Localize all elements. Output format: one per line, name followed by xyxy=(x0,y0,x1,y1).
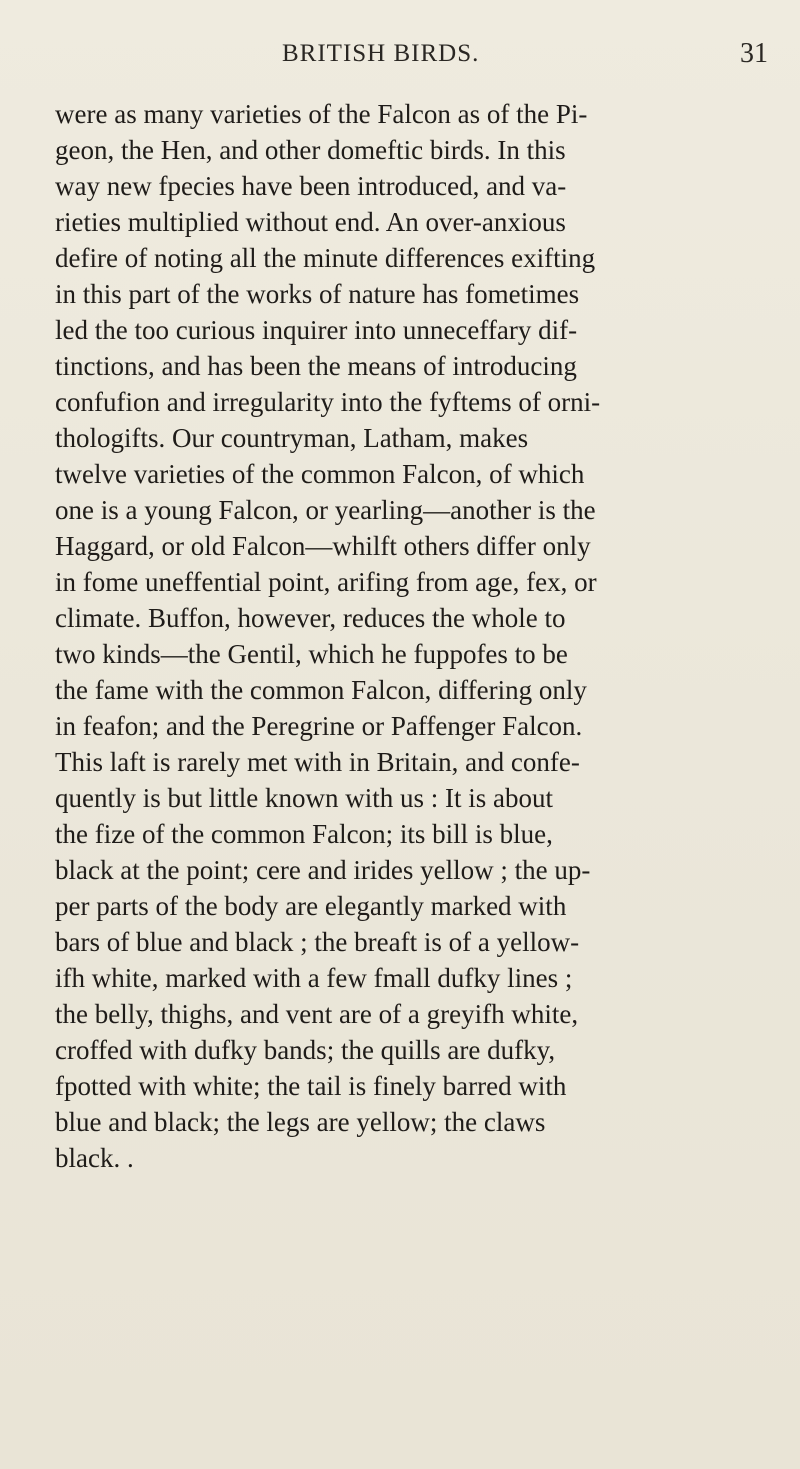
running-title: BRITISH BIRDS. xyxy=(282,40,480,67)
text-line: climate. Buffon, however, reduces the whole to xyxy=(55,603,566,633)
text-line: rieties multiplied without end. An over-anxious xyxy=(55,207,566,237)
text-line: quently is but little known with us : It is about xyxy=(55,783,553,813)
text-line: per parts of the body are elegantly marked with xyxy=(55,891,567,921)
page-number: 31 xyxy=(740,38,768,69)
text-line: black. . xyxy=(55,1143,134,1173)
body-text xyxy=(55,96,795,1176)
text-line: were as many varieties of the Falcon as of the Pi- xyxy=(55,99,588,129)
text-line: one is a young Falcon, or yearling—another is the xyxy=(55,495,596,525)
text-line: geon, the Hen, and other domeftic birds. In this xyxy=(55,135,566,165)
text-line: confufion and irregularity into the fyftems of orni- xyxy=(55,387,601,417)
text-line: black at the point; cere and irides yellow ; the up- xyxy=(55,855,591,885)
text-line: in fome uneffential point, arifing from age, fex, or xyxy=(55,567,597,597)
text-line: the fize of the common Falcon; its bill is blue, xyxy=(55,819,553,849)
text-line: two kinds—the Gentil, which he fuppofes to be xyxy=(55,639,568,669)
text-line: in feafon; and the Peregrine or Paffenger Falcon. xyxy=(55,711,583,741)
text-line: thologifts. Our countryman, Latham, makes xyxy=(55,423,529,453)
text-line: in this part of the works of nature has fometimes xyxy=(55,279,580,309)
text-line: the belly, thighs, and vent are of a greyifh white, xyxy=(55,999,579,1029)
text-line: Haggard, or old Falcon—whilft others differ only xyxy=(55,531,591,561)
text-line: way new fpecies have been introduced, and va- xyxy=(55,171,567,201)
text-line: defire of noting all the minute differences exifting xyxy=(55,243,596,273)
text-line: ifh white, marked with a few fmall dufky lines ; xyxy=(55,963,573,993)
text-line: This laft is rarely met with in Britain, and confe- xyxy=(55,747,580,777)
text-line: fpotted with white; the tail is finely barred with xyxy=(55,1071,567,1101)
text-line: croffed with dufky bands; the quills are dufky, xyxy=(55,1035,556,1065)
text-line: tinctions, and has been the means of introducing xyxy=(55,351,577,381)
text-line: led the too curious inquirer into unneceffary dif- xyxy=(55,315,578,345)
text-line: bars of blue and black ; the breaft is of a yellow- xyxy=(55,927,580,957)
text-line: the fame with the common Falcon, differing only xyxy=(55,675,587,705)
text-line: blue and black; the legs are yellow; the claws xyxy=(55,1107,546,1137)
text-line: twelve varieties of the common Falcon, of which xyxy=(55,459,585,489)
